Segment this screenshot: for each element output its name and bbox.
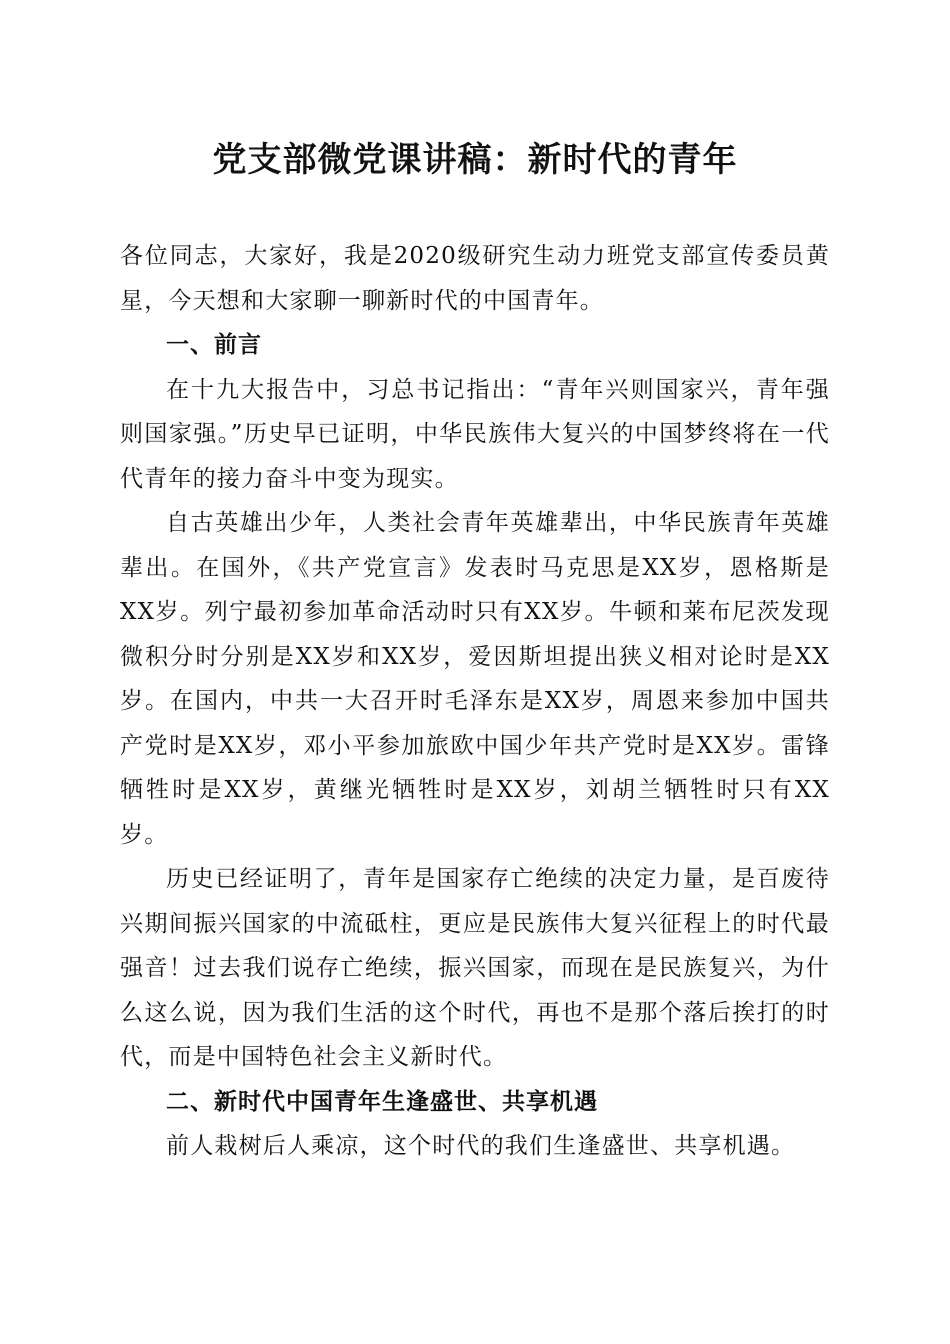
section-heading-preface: 一、前言 xyxy=(166,332,262,358)
paragraph: 前人栽树后人乘凉，这个时代的我们生逢盛世、共享机遇。 xyxy=(166,1133,796,1159)
paragraph: 在十九大报告中，习总书记指出：“青年兴则国家兴，青年强则国家强。”历史早已证明，中华民族伟大复兴的中国梦终将在一代代青年的接力奋斗中变为现实。 xyxy=(120,376,830,492)
document-body xyxy=(120,130,830,1169)
paragraph: 历史已经证明了，青年是国家存亡绝续的决定力量，是百废待兴期间振兴国家的中流砥柱，更应是民族伟大复兴征程上的时代最强音！过去我们说存亡绝续，振兴国家，而现在是民族复兴，为什么这么说，因为我们生活的这个时代，再也不是那个落后挨打的时代，而是中国特色社会主义新时代。 xyxy=(120,866,830,1070)
intro-paragraph: 各位同志，大家好，我是2020级研究生动力班党支部宣传委员黄星，今天想和大家聊一聊新时代的中国青年。 xyxy=(120,243,830,314)
paragraph: 自古英雄出少年，人类社会青年英雄辈出，中华民族青年英雄辈出。在国外，《共产党宣言》发表时马克思是XX岁，恩格斯是XX岁。列宁最初参加革命活动时只有XX岁。牛顿和莱布尼茨发现微积分时分别是XX岁和XX岁，爱因斯坦提出狭义相对论时是XX岁。在国内，中共一大召开时毛泽东是XX岁，周恩来参加中国共产党时是XX岁，邓小平参加旅欧中国少年共产党时是XX岁。雷锋牺牲时是XX岁，黄继光牺牲时是XX岁，刘胡兰牺牲时只有XX岁。 xyxy=(120,510,830,848)
document-title: 党支部微党课讲稿：新时代的青年 xyxy=(212,140,738,180)
section-heading-new-era: 二、新时代中国青年生逢盛世、共享机遇 xyxy=(166,1088,598,1115)
